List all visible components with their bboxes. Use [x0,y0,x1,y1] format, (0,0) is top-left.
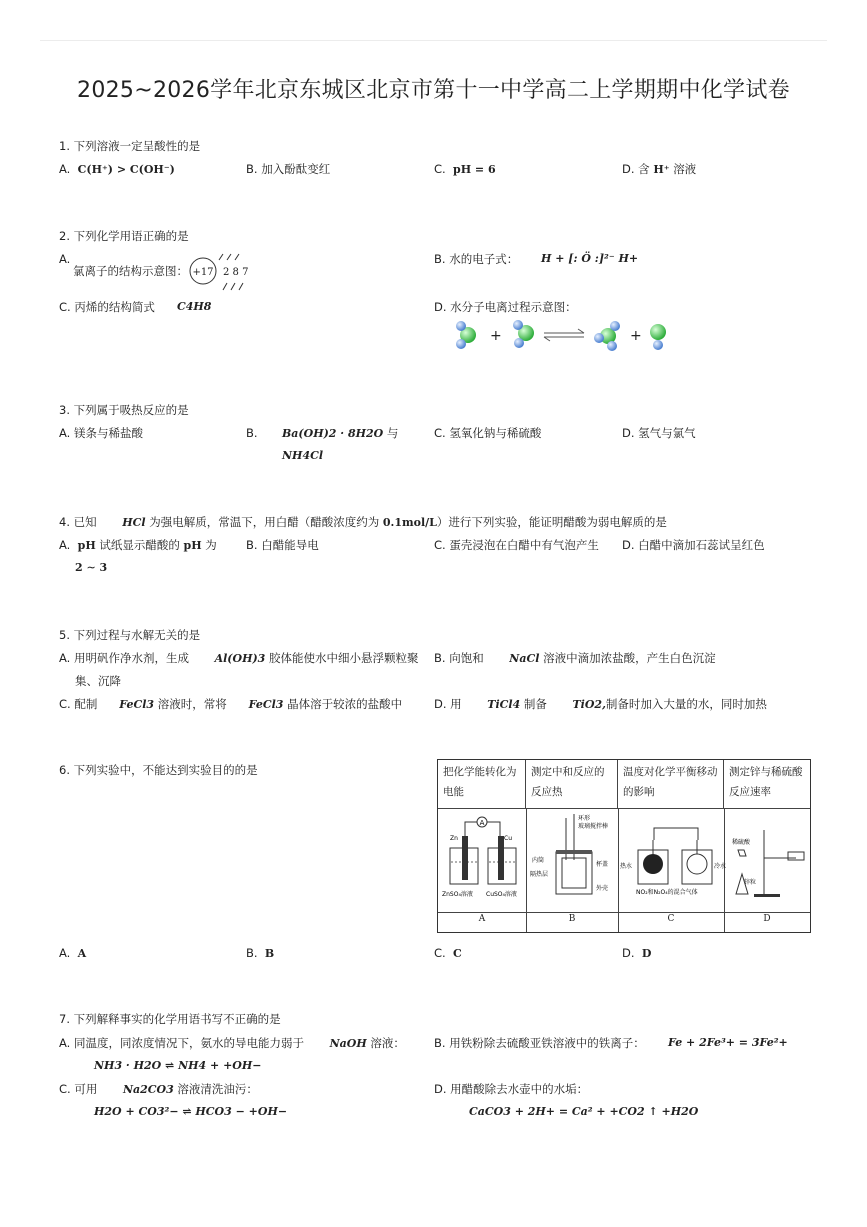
option-text: 为 [205,538,217,552]
calorimeter-figure [526,810,618,910]
q5-option-a[interactable] [59,650,419,667]
electron-shells-label: 2 8 7 [223,267,249,278]
stem-text: ）进行下列实验，能证明醋酸为弱电解质的是 [436,515,667,529]
stem-text: 为强电解质，常温下，用白醋（醋酸浓度约为 [149,515,380,529]
stirrer-label-2: 玻璃搅拌棒 [578,823,609,830]
option-text: C. 可用 [59,1082,98,1096]
q5-option-a-line2: 集、沉降 [75,674,121,688]
option-letter: A. [59,946,71,960]
q1-option-c[interactable] [434,161,496,178]
option-value: C [453,947,462,960]
formula: FeCl3 [119,698,155,711]
option-text: 胶体能使水中细小悬浮颗粒聚 [269,651,419,665]
q4-option-d[interactable]: D. 白醋中滴加石蕊试呈红色 [622,538,765,552]
acid-label: 稀硫酸 [732,839,751,846]
q4-option-a-line2: 2 ∼ 3 [75,561,108,574]
q3-option-d[interactable]: D. 氢气与氯气 [622,426,696,440]
q5-option-c[interactable] [59,696,402,713]
option-text: 试纸显示醋酸的 [99,538,180,552]
q3-option-b-formula-2: NH4Cl [282,449,324,462]
q7-option-c-equation: H2O + CO3²− ⇌ HCO3 − +OH− [94,1105,288,1118]
q4-option-b[interactable]: B. 白醋能导电 [246,538,319,552]
reaction-rate-figure [724,810,810,910]
formula: Na2CO3 [122,1083,174,1096]
q2-option-a[interactable]: A. [59,252,71,266]
option-text: A. 同温度，同浓度情况下，氨水的导电能力弱于 [59,1036,304,1050]
hot-water-label: 热水 [620,863,633,870]
q5-option-b[interactable] [434,650,716,667]
option-text: 晶体溶于较浓的盐酸中 [287,697,403,711]
header-b: 测定中和反应的反应热 [526,760,618,808]
option-text: 溶液中滴加浓盐酸，产生白色沉淀 [543,651,716,665]
q7-option-a-equation: NH3 · H2O ⇌ NH4 + +OH− [94,1059,262,1072]
question-1-stem: 1. 下列溶液一定呈酸性的是 [59,139,201,153]
option-value: A [77,947,87,960]
header-d: 测定锌与稀硫酸反应速率 [729,766,803,798]
formula: pH [183,539,202,552]
zn-label: Zn [450,835,458,842]
formula: NaCl [509,652,540,665]
formula: 0.1mol/L [382,516,437,529]
q4-option-c[interactable]: C. 蛋壳浸泡在白醋中有气泡产生 [434,538,599,552]
svg-text:+: + [490,328,502,344]
q1-option-d[interactable] [622,161,696,178]
option-letter: A. [59,162,71,176]
formula: pH = 6 [453,163,496,176]
inner-cup-label: 内筒 [532,857,545,864]
question-6-stem: 6. 下列实验中，不能达到实验目的的是 [59,763,258,777]
header-a: 把化学能转化为电能 [438,760,526,808]
option-text: 制备时加入大量的水，同时加热 [605,697,767,711]
col-label-b: B [568,914,576,924]
water-molecule-2 [513,320,534,348]
ammeter-label: A [479,819,485,827]
header-c: 温度对化学平衡移动的影响 [618,760,724,808]
q3-option-c[interactable]: C. 氢氧化钠与稀硫酸 [434,426,542,440]
q6-option-d[interactable] [622,945,651,962]
option-text: D. 用 [434,697,462,711]
q2-option-c[interactable]: C. 丙烯的结构简式 [59,300,155,314]
formula: TiO2, [572,698,606,711]
q2-option-b[interactable]: B. 水的电子式： [434,252,519,266]
formula: C(H⁺) > C(OH⁻) [77,163,175,176]
experiment-table [437,759,811,933]
option-letter: A. [59,538,71,552]
option-letter: D. [622,946,635,960]
option-text: C. 配制 [59,697,98,711]
question-4-stem [59,514,667,531]
stem-text: 4. 已知 [59,515,97,529]
option-text: 溶液 [673,162,697,176]
hydronium-ion [594,321,620,351]
option-letter: C. [434,946,446,960]
col-label-a: A [478,914,486,924]
formula: Al(OH)3 [214,652,266,665]
q3-option-b[interactable]: B. [246,426,258,440]
option-letter: B. [246,946,258,960]
q3-option-a[interactable]: A. 镁条与稀盐酸 [59,426,143,440]
svg-text:+: + [630,328,642,344]
formula: TiCl4 [487,698,521,711]
q2-option-a-text: 氯离子的结构示意图： [73,264,188,278]
equilibrium-arrow [544,329,584,341]
formula: pH [77,539,96,552]
option-letter: C. [434,162,446,176]
question-7-stem: 7. 下列解释事实的化学用语书写不正确的是 [59,1012,281,1026]
chloride-ion-structure-diagram [186,250,256,292]
q7-option-a[interactable] [59,1035,405,1052]
cu-label: Cu [504,835,512,842]
q7-option-d-equation: CaCO3 + 2H+ = Ca² + +CO2 ↑ +H2O [469,1105,699,1118]
question-3-stem: 3. 下列属于吸热反应的是 [59,403,189,417]
q6-option-c[interactable] [434,945,462,962]
col-label-d: D [763,914,771,924]
gas-mixture-label: NO₂和N₂O₄的混合气体 [636,889,698,896]
water-molecule-1 [456,321,476,349]
znso4-label: ZnSO₄溶液 [442,891,473,898]
water-electron-formula: H + [: Ö :]²⁻ H+ [541,252,639,265]
q7-option-d[interactable]: D. 用醋酸除去水壶中的水垢： [434,1082,589,1096]
formula: HCl [122,516,146,529]
option-letter: D. 含 [622,162,650,176]
option-value: D [641,947,652,960]
page-title: 2025~2026学年北京东城区北京市第十一中学高二上学期期中化学试卷 [77,78,790,103]
option-text: 与 [386,426,399,440]
q6-option-a[interactable] [59,945,86,962]
nucleus-label: +17 [192,267,214,278]
cuso4-label: CuSO₄溶液 [486,891,517,898]
q3-option-b-formula [282,425,398,442]
option-text: 溶液： [370,1036,405,1050]
stirrer-label-1: 环形 [578,815,591,822]
q1-option-a[interactable] [59,161,175,178]
formula: Ba(OH)2 · 8H2O [282,427,384,440]
q7-option-b-equation: Fe + 2Fe³+ = 3Fe²+ [668,1036,788,1049]
option-text: 溶液时，常将 [157,697,227,711]
insulation-label: 隔热层 [530,871,549,878]
formula: NaOH [329,1037,367,1050]
q1-option-b[interactable]: B. 加入酚酞变红 [246,162,331,176]
formula: H⁺ [653,163,670,176]
no2-equilibrium-figure [618,810,727,910]
zinc-label: 锌粒 [744,879,757,886]
col-label-c: C [667,914,675,924]
option-text: A. 用明矾作净水剂，生成 [59,651,189,665]
water-ionization-diagram [452,318,672,352]
option-text: B. 向饱和 [434,651,484,665]
q5-option-d[interactable] [434,696,767,713]
formula: FeCl3 [248,698,284,711]
top-divider [40,40,827,41]
q7-option-b[interactable]: B. 用铁粉除去硫酸亚铁溶液中的铁离子： [434,1036,645,1050]
propene-formula: C4H8 [177,300,212,313]
q6-option-b[interactable] [246,945,274,962]
q2-option-d[interactable]: D. 水分子电离过程示意图： [434,300,577,314]
question-5-stem: 5. 下列过程与水解无关的是 [59,628,201,642]
option-text: 溶液清洗油污： [177,1082,258,1096]
cold-water-label: 冷水 [714,863,727,870]
option-value: B [264,947,275,960]
q7-option-c[interactable] [59,1081,258,1098]
lid-label: 杯盖 [596,861,609,868]
q4-option-a[interactable] [59,537,217,554]
question-2-stem: 2. 下列化学用语正确的是 [59,229,189,243]
galvanic-cell-figure [438,810,526,910]
option-text: 制备 [523,697,547,711]
hydroxide-ion [650,324,666,350]
outer-shell-label: 外壳 [596,885,609,892]
